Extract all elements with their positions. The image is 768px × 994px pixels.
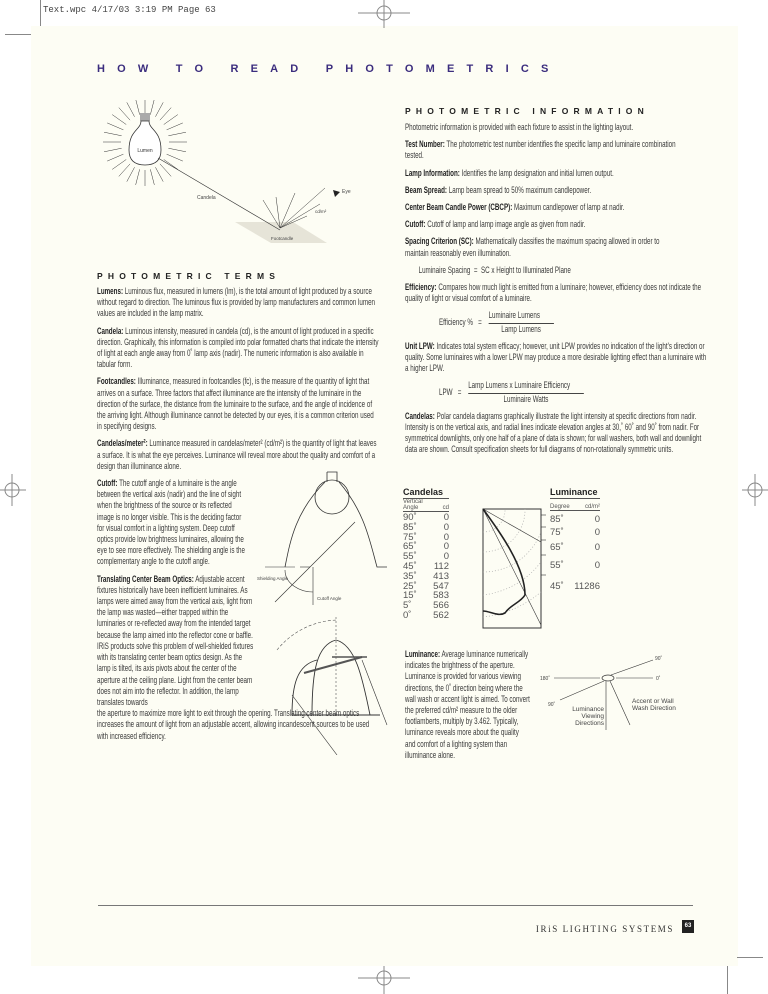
- efficiency-formula: Efficiency % = $\frac{\text{Luminaire Lumens}}{\text{Lamp Lumens}}$: [439, 310, 710, 334]
- cd-cell: 562: [433, 609, 449, 621]
- crop-mark: [737, 957, 763, 958]
- candela-table: Candelas Vertical Angle cd 90˚ 0 85˚ 0 75˚ 0 65˚ 0 55˚ 0 45˚ 112 35˚ 413 25˚ 547 15˚ 583 5˚ 566 0˚ 562: [403, 487, 449, 621]
- light-ray: [155, 102, 163, 116]
- degree-cell: 75˚: [550, 527, 564, 538]
- term-candela: Candela: Luminous intensity, measured in candela (cd), is the amount of light produced in a specific direction. Graphically, this information is compiled into polar formatted charts that indicate the intensity of light at each angle away from 0˚ lamp axis (nadir). The numeric information is also available in tabular form.: [97, 325, 379, 370]
- label-180: 180˚: [540, 676, 551, 682]
- degree-cell: 45˚: [550, 581, 564, 592]
- info-lpw: Unit LPW: Indicates total system efficacy; however, unit LPW provides no indication of the light's direction or quality. Some luminaires with a lower LPW may produce a more desirable lighting effect than a luminaire with a higher LPW.: [405, 340, 707, 374]
- eye-label: Eye: [342, 189, 351, 195]
- info-candelas: Candelas: Polar candela diagrams graphically illustrate the light intensity at specific directions from nadir. Intensity is on the vertical axis, and radial lines indicate elevation angles at 30,˚ 60˚ and 90˚ from nadir. For symmetrical downlights, only one half of a plane of data is shown; for wall washers, both wall and downlight data are shown. Consult specification sheets for full diagrams of non-rotationally symmetric units.: [405, 410, 702, 455]
- angle-cell: 35˚: [403, 570, 417, 582]
- term-cutoff: Cutoff: The cutoff angle of a luminaire is the angle between the vertical axis (nadir) and the line of sight when the brightness of the source or its reflected image is no longer visible. This is the deciding factor for visual comfort in a lighting system. Deep cutoff optics provide low brightness luminaires, allowing the eye to see more effectively. The shielding angle is the complementary angle to the cutoff angle.: [97, 478, 245, 567]
- angle-cell: 75˚: [403, 531, 417, 543]
- term-lumens: Lumens: Luminous flux, measured in lumens (lm), is the total amount of light produced by a source without regard to direction. The luminous flux is provided by lamp manufacturers and common lumen values are included in the lamp matrix.: [97, 286, 376, 319]
- table-row: [550, 514, 600, 524]
- light-ray: [104, 148, 122, 152]
- info-item: Cutoff: Cutoff of lamp and lamp image angle as given from nadir.: [405, 219, 586, 230]
- term-tcbo-continued: the aperture to maximize more light to exit through the opening. Translating center beam optics increases the amount of light from an adjustable accent, allowing incandescent sources to be used with increased efficiency.: [97, 708, 370, 741]
- registration-mark-icon: [742, 470, 768, 510]
- angle-cell: 0˚: [403, 609, 412, 621]
- cd-cell: 566: [433, 600, 449, 612]
- light-ray: [136, 100, 140, 115]
- cdm2-cell: 0: [594, 560, 600, 571]
- table-row: [550, 560, 600, 570]
- angle-cell: 25˚: [403, 580, 417, 592]
- crop-mark: [40, 0, 41, 26]
- table-row: [403, 611, 449, 621]
- light-ray: [150, 100, 154, 115]
- cutoff-angle-label: Cutoff Angle: [317, 596, 342, 601]
- term-tcbo: Translating Center Beam Optics: Adjustable accent fixtures historically have been inefficient luminaires. As lamps were aimed away from the vertical axis, light from the lamp was wasted—either trapped within the luminaries or re-reflected away from the intended target because the lamp aimed into the reflector cone or baffle. IRiS products solve this problem of well-shielded fixtures with its translating center beam optics design. As the lamp is tilted, its axis pivots about the center of the aperture at the ceiling plane. Light from the center beam does not aim into the reflector. In addition, the lamp translates towards: [97, 573, 254, 707]
- table-row: [550, 542, 600, 552]
- light-ray: [107, 154, 123, 161]
- angle-cell: 55˚: [403, 551, 417, 563]
- cutoff-diagram: [255, 462, 395, 612]
- light-ray: [160, 164, 171, 177]
- polar-candela-chart: [480, 507, 548, 632]
- candela-label: Candela: [197, 195, 216, 201]
- term-cdm2: Candelas/meter²: Luminance measured in candelas/meter² (cd/m²) is the quantity of light that leaves a surface. It is what the eye perceives. Luminance will reveal more about the quality and comfort of a design than illuminance alone.: [97, 438, 377, 471]
- degree-cell: 55˚: [550, 560, 564, 571]
- cd-cell: 0: [443, 512, 449, 523]
- light-ray: [168, 132, 186, 136]
- cdm2-cell: 0: [594, 542, 600, 553]
- lumen-label: Lumen: [137, 148, 153, 154]
- page-number: 63: [682, 920, 694, 933]
- info-heading: PHOTOMETRIC INFORMATION: [405, 106, 649, 116]
- angle-cell: 45˚: [403, 560, 417, 572]
- crop-mark: [727, 966, 728, 994]
- footcandle-label: Footcandle: [271, 236, 294, 241]
- cd-cell: 583: [433, 590, 449, 602]
- cd-cell: 0: [443, 531, 449, 543]
- angle-cell: 15˚: [403, 590, 417, 602]
- print-slug: Text.wpc 4/17/03 3:19 PM Page 63: [43, 5, 216, 15]
- info-luminance: Luminance: Average luminance numerically indicates the brightness of the aperture. Luminance is provided for various viewing directions, the 0˚ direction being where the wall wash or accent light is aimed. To convert the preferred cd/m² measure to the older footlamberts, multiply by 3.462. Typically, luminance reveals more about the quality and comfort of a lighting system than illuminance alone.: [405, 649, 530, 760]
- light-ray: [164, 159, 178, 169]
- cd-cell: 0: [443, 541, 449, 553]
- info-item: Spacing Criterion (SC): Mathematically classifies the maximum spacing allowed in order to maintain reasonably even illumination.: [405, 236, 660, 258]
- degree-cell: 85˚: [550, 514, 564, 525]
- light-ray: [112, 159, 126, 169]
- light-ray: [164, 115, 178, 125]
- angle-cell: 65˚: [403, 541, 417, 553]
- degree-cell: 65˚: [550, 542, 564, 553]
- cdm2-cell: 0: [594, 514, 600, 525]
- terms-heading: PHOTOMETRIC TERMS: [97, 271, 281, 281]
- light-ray: [167, 123, 183, 130]
- light-ray: [167, 154, 183, 161]
- translating-optics-diagram: [262, 615, 392, 755]
- lumen-candela-footcandle-diagram: [95, 100, 365, 250]
- term-footcandles: Footcandles: Illuminance, measured in footcandles (fc), is the measure of the quantity of light that arrives on a surface. Three factors that affect illuminance are the intensity of the luminaire in the direction of the surface, the distance from the luminaire to the surface, and the angle of incidence of the arriving light. Although illuminance cannot be detected by our eyes, it is a common criterion used in specifying designs.: [97, 376, 374, 432]
- lpw-formula: LPW = $\frac{\text{Lamp Lumens x Luminaire Efficiency}}{\text{Luminaire Watts}}$: [439, 380, 710, 404]
- info-item: Center Beam Candle Power (CBCP): Maximum candlepower of lamp at nadir.: [405, 202, 625, 213]
- cdm2-cell: 0: [594, 527, 600, 538]
- light-ray: [127, 102, 135, 116]
- viewing-label: Luminance Viewing Directions: [572, 706, 604, 727]
- footer-brand: IRiS LIGHTING SYSTEMS: [535, 924, 674, 934]
- info-item: Test Number: The photometric test number identifies the specific lamp and luminaire combination tested.: [405, 139, 676, 161]
- luminance-table: Luminance Degree cd/m² 85˚ 0 75˚ 0 65˚ 0 55˚ 0 45˚ 11286: [550, 487, 600, 592]
- registration-mark-icon: [355, 0, 415, 40]
- light-ray: [119, 164, 130, 177]
- cd-cell: 0: [443, 521, 449, 533]
- table-row: [550, 581, 600, 591]
- info-efficiency: Efficiency: Compares how much light is emitted from a luminaire; however, efficiency does not indicate the quality of light or visual comfort of a luminaire.: [405, 282, 702, 304]
- accent-label: Accent or Wall Wash Direction: [632, 698, 676, 712]
- angle-cell: 5˚: [403, 600, 412, 612]
- light-ray: [127, 167, 135, 181]
- footer-rule: [98, 905, 693, 906]
- light-ray: [119, 108, 130, 121]
- light-ray: [112, 115, 126, 125]
- cd-cell: 413: [433, 570, 449, 582]
- light-ray: [136, 169, 140, 185]
- label-90b: 90˚: [548, 702, 556, 708]
- info-item: Lamp Information: Identifies the lamp designation and initial lumen output.: [405, 167, 614, 178]
- info-text: Photometric information is provided with each fixture to assist in the lighting layout. Test Number: The photometric test number identifies the specific lamp and luminaire combination tested. Lamp Information: Identifies the lamp designation and initial lumen output. Beam Spread: Lamp beam spread to 50% maximum candlepower. Center Beam Candle Power (CBCP): Maximum candlepower of lamp at nadir. Cutoff: Cutoff of lamp and lamp image angle as given from nadir. Spacing Criterion (SC): Mathematically classifies the maximum spacing allowed in order to maintain reasonably even illumination. Luminaire Spacing = SC x Height to Illuminated Plane Efficiency: Compares how much light is emitted from a luminaire; however, efficiency does not indicate the quality of light or visual comfort of a luminaire. Efficiency % = $\frac{\text{Luminaire Lumens}}{\text{Lamp Lumens}}$ Unit LPW: Indicates total system efficacy; however, unit LPW provides no indication of the light's direction or quality. Some luminaires with a lower LPW may produce a more desirable lighting effect than a luminaire with a higher LPW. LPW = $\frac{\text{Lamp Lumens x Luminaire Efficiency}}{\text{Luminaire Watts}}$ Candelas: Polar candela diagrams graphically illustrate the light intensity at specific directions from nadir. Intensity is on the vertical axis, and radial lines indicate elevation angles at 30,˚ 60˚ and 90˚ from nadir. For symmetrical downlights, only one half of a plane of data is shown; for wall washers, both wall and downlight data are shown. Consult specification sheets for full diagrams of non-rotationally symmetric units.: [405, 122, 710, 462]
- crop-mark: [5, 34, 31, 35]
- reflected-ray: [280, 204, 320, 228]
- registration-mark-icon: [355, 960, 415, 994]
- registration-mark-icon: [0, 470, 26, 510]
- reflected-ray: [280, 188, 325, 228]
- light-ray: [155, 167, 163, 181]
- label-90: 90˚: [655, 656, 663, 662]
- angle-cell: 90˚: [403, 512, 417, 523]
- light-ray: [168, 148, 186, 152]
- luminance-directions-diagram: [538, 650, 688, 740]
- light-ray: [160, 108, 171, 121]
- page-title: HOW TO READ PHOTOMETRICS: [97, 63, 561, 75]
- label-0: 0˚: [656, 676, 661, 682]
- shielding-angle-label: Shielding Angle: [257, 576, 289, 581]
- light-ray: [150, 169, 154, 185]
- cd-cell: 0: [443, 551, 449, 563]
- spacing-formula: Luminaire Spacing = SC x Height to Illuminated Plane: [418, 264, 571, 275]
- cd-cell: 112: [433, 560, 449, 572]
- cdm2-cell: 11286: [574, 581, 600, 592]
- table-row: [550, 527, 600, 537]
- cdm2-label: cd/m²: [315, 209, 327, 214]
- light-ray: [104, 132, 122, 136]
- cd-cell: 547: [433, 580, 449, 592]
- light-ray: [107, 123, 123, 130]
- angle-cell: 85˚: [403, 521, 417, 533]
- info-item: Beam Spread: Lamp beam spread to 50% maximum candlepower.: [405, 184, 592, 195]
